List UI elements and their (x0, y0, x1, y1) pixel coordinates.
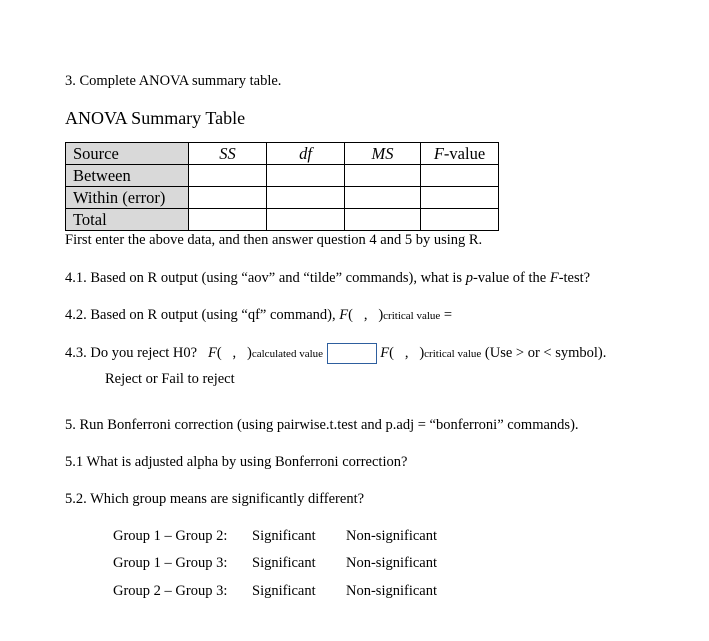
q4-2-eq: = (440, 307, 453, 323)
group-row-1-2 (113, 528, 437, 545)
question-3: 3. Complete ANOVA summary table. (65, 73, 282, 89)
group-label: Group 1 – Group 3: (113, 555, 228, 571)
q4-3-calculated-sub: calculated value (251, 347, 324, 360)
cell-within-df[interactable] (267, 187, 345, 209)
cell-total-ss[interactable] (189, 209, 267, 231)
table-row (66, 165, 499, 187)
instruction-text: First enter the above data, and then answer question 4 and 5 by using R. (65, 232, 483, 248)
cell-total-df[interactable] (267, 209, 345, 231)
q4-3-tail: (Use > or < symbol). (481, 344, 607, 361)
cell-within-ms[interactable] (345, 187, 421, 209)
header-f-value (421, 143, 499, 165)
q4-3-f2: F (380, 344, 390, 361)
q4-3-f1: F (207, 344, 217, 361)
question-5-2: 5.2. Which group means are significantly different? (65, 491, 365, 507)
table-header-row (66, 143, 499, 165)
header-ss: SS (189, 143, 267, 165)
q4-2-f: F (339, 307, 349, 323)
question-4-2 (65, 307, 452, 324)
header-f-letter: F (433, 143, 444, 163)
group-label: Group 2 – Group 3: (113, 583, 228, 599)
group-row-1-3 (113, 555, 437, 572)
question-5: 5. Run Bonferroni correction (using pairwise.t.test and p.adj = “bonferroni” commands). (65, 417, 579, 433)
q4-2-paren: ( , ) (348, 307, 384, 323)
row-label-within: Within (error) (66, 187, 189, 209)
non-significant-option[interactable]: Non-significant (346, 528, 438, 544)
header-df: df (267, 143, 345, 165)
q4-3-paren2: ( , ) (389, 344, 425, 361)
header-source: Source (66, 143, 189, 165)
significant-option[interactable]: Significant (252, 528, 316, 544)
header-ms: MS (345, 143, 421, 165)
cell-between-ss[interactable] (189, 165, 267, 187)
anova-summary-table (65, 142, 499, 231)
row-label-total: Total (66, 209, 189, 231)
cell-between-df[interactable] (267, 165, 345, 187)
non-significant-option[interactable]: Non-significant (346, 583, 438, 599)
q4-1-text-a: 4.1. Based on R output (using “aov” and “tilde” commands), what is (65, 270, 466, 286)
cell-total-ms[interactable] (345, 209, 421, 231)
q4-1-text-c: -test? (558, 270, 591, 286)
cell-between-ms[interactable] (345, 165, 421, 187)
non-significant-option[interactable]: Non-significant (346, 555, 438, 571)
table-title: ANOVA Summary Table (65, 108, 246, 128)
q4-1-text-b: -value of the (472, 270, 550, 286)
question-5-1: 5.1 What is adjusted alpha by using Bonferroni correction? (65, 454, 408, 470)
comparison-input-box[interactable] (327, 343, 377, 364)
q4-1-f: F (549, 270, 559, 286)
reject-answer-options: Reject or Fail to reject (105, 371, 235, 387)
significant-option[interactable]: Significant (252, 555, 316, 571)
cell-within-ss[interactable] (189, 187, 267, 209)
cell-between-f[interactable] (421, 165, 499, 187)
header-f-suffix: -value (443, 143, 486, 163)
group-label: Group 1 – Group 2: (113, 528, 228, 544)
q4-3-text: 4.3. Do you reject H0? (65, 344, 208, 361)
q4-2-critical-sub: critical value (383, 310, 441, 322)
question-4-3 (65, 343, 606, 364)
row-label-between: Between (66, 165, 189, 187)
q4-1-p: p (465, 270, 473, 286)
question-4-1 (65, 270, 590, 287)
q4-2-text: 4.2. Based on R output (using “qf” command), (65, 307, 340, 323)
q4-3-critical-sub: critical value (424, 347, 482, 360)
q4-3-paren1: ( , ) (216, 344, 252, 361)
cell-total-f[interactable] (421, 209, 499, 231)
cell-within-f[interactable] (421, 187, 499, 209)
significant-option[interactable]: Significant (252, 583, 316, 599)
table-row (66, 187, 499, 209)
table-row (66, 209, 499, 231)
group-row-2-3 (113, 583, 437, 600)
